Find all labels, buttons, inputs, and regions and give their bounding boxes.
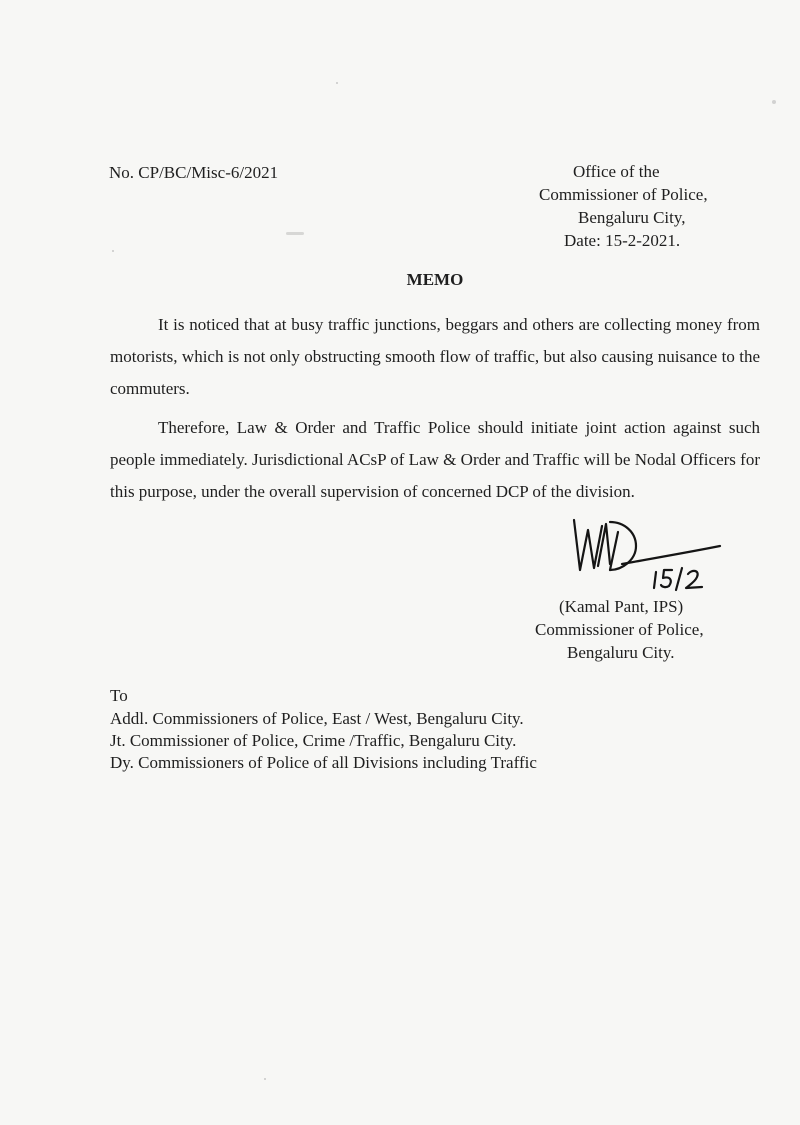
recipient-line: Jt. Commissioner of Police, Crime /Traffic, Bengaluru City.: [110, 731, 517, 750]
recipient-line: Addl. Commissioners of Police, East / West, Bengaluru City.: [110, 709, 524, 728]
signatory-designation: Commissioner of Police,: [535, 620, 704, 639]
recipient-line: Dy. Commissioners of Police of all Divisions including Traffic: [110, 753, 537, 772]
office-line: Bengaluru City,: [578, 208, 686, 227]
reference-number: No. CP/BC/Misc-6/2021: [109, 163, 279, 182]
recipients-block: [110, 685, 537, 774]
office-line: Commissioner of Police,: [539, 185, 708, 204]
memo-body: [110, 309, 760, 515]
recipients-label: To: [110, 686, 128, 705]
signatory-name: (Kamal Pant, IPS): [559, 597, 684, 616]
memo-paragraph: Therefore, Law & Order and Traffic Police should initiate joint action against such people immediately. Jurisdictional ACsP of Law & Order and Traffic will be Nodal Officers for this purpose, under the overall supervision of concerned DCP of the division.: [110, 418, 760, 501]
scan-mark: [112, 250, 114, 252]
scan-mark: [286, 232, 304, 235]
office-line: Office of the: [573, 162, 660, 181]
scan-mark: [772, 100, 776, 104]
signatory-location: Bengaluru City.: [567, 643, 675, 662]
scan-mark: [336, 82, 338, 84]
memo-date: Date: 15-2-2021.: [564, 231, 681, 250]
memo-title: MEMO: [406, 270, 464, 289]
handwritten-signature-icon: [560, 512, 730, 592]
scan-mark: [264, 1078, 266, 1080]
memo-paragraph: It is noticed that at busy traffic junctions, beggars and others are collecting money from motorists, which is not only obstructing smooth flow of traffic, but also causing nuisance to the commuters.: [110, 315, 760, 398]
